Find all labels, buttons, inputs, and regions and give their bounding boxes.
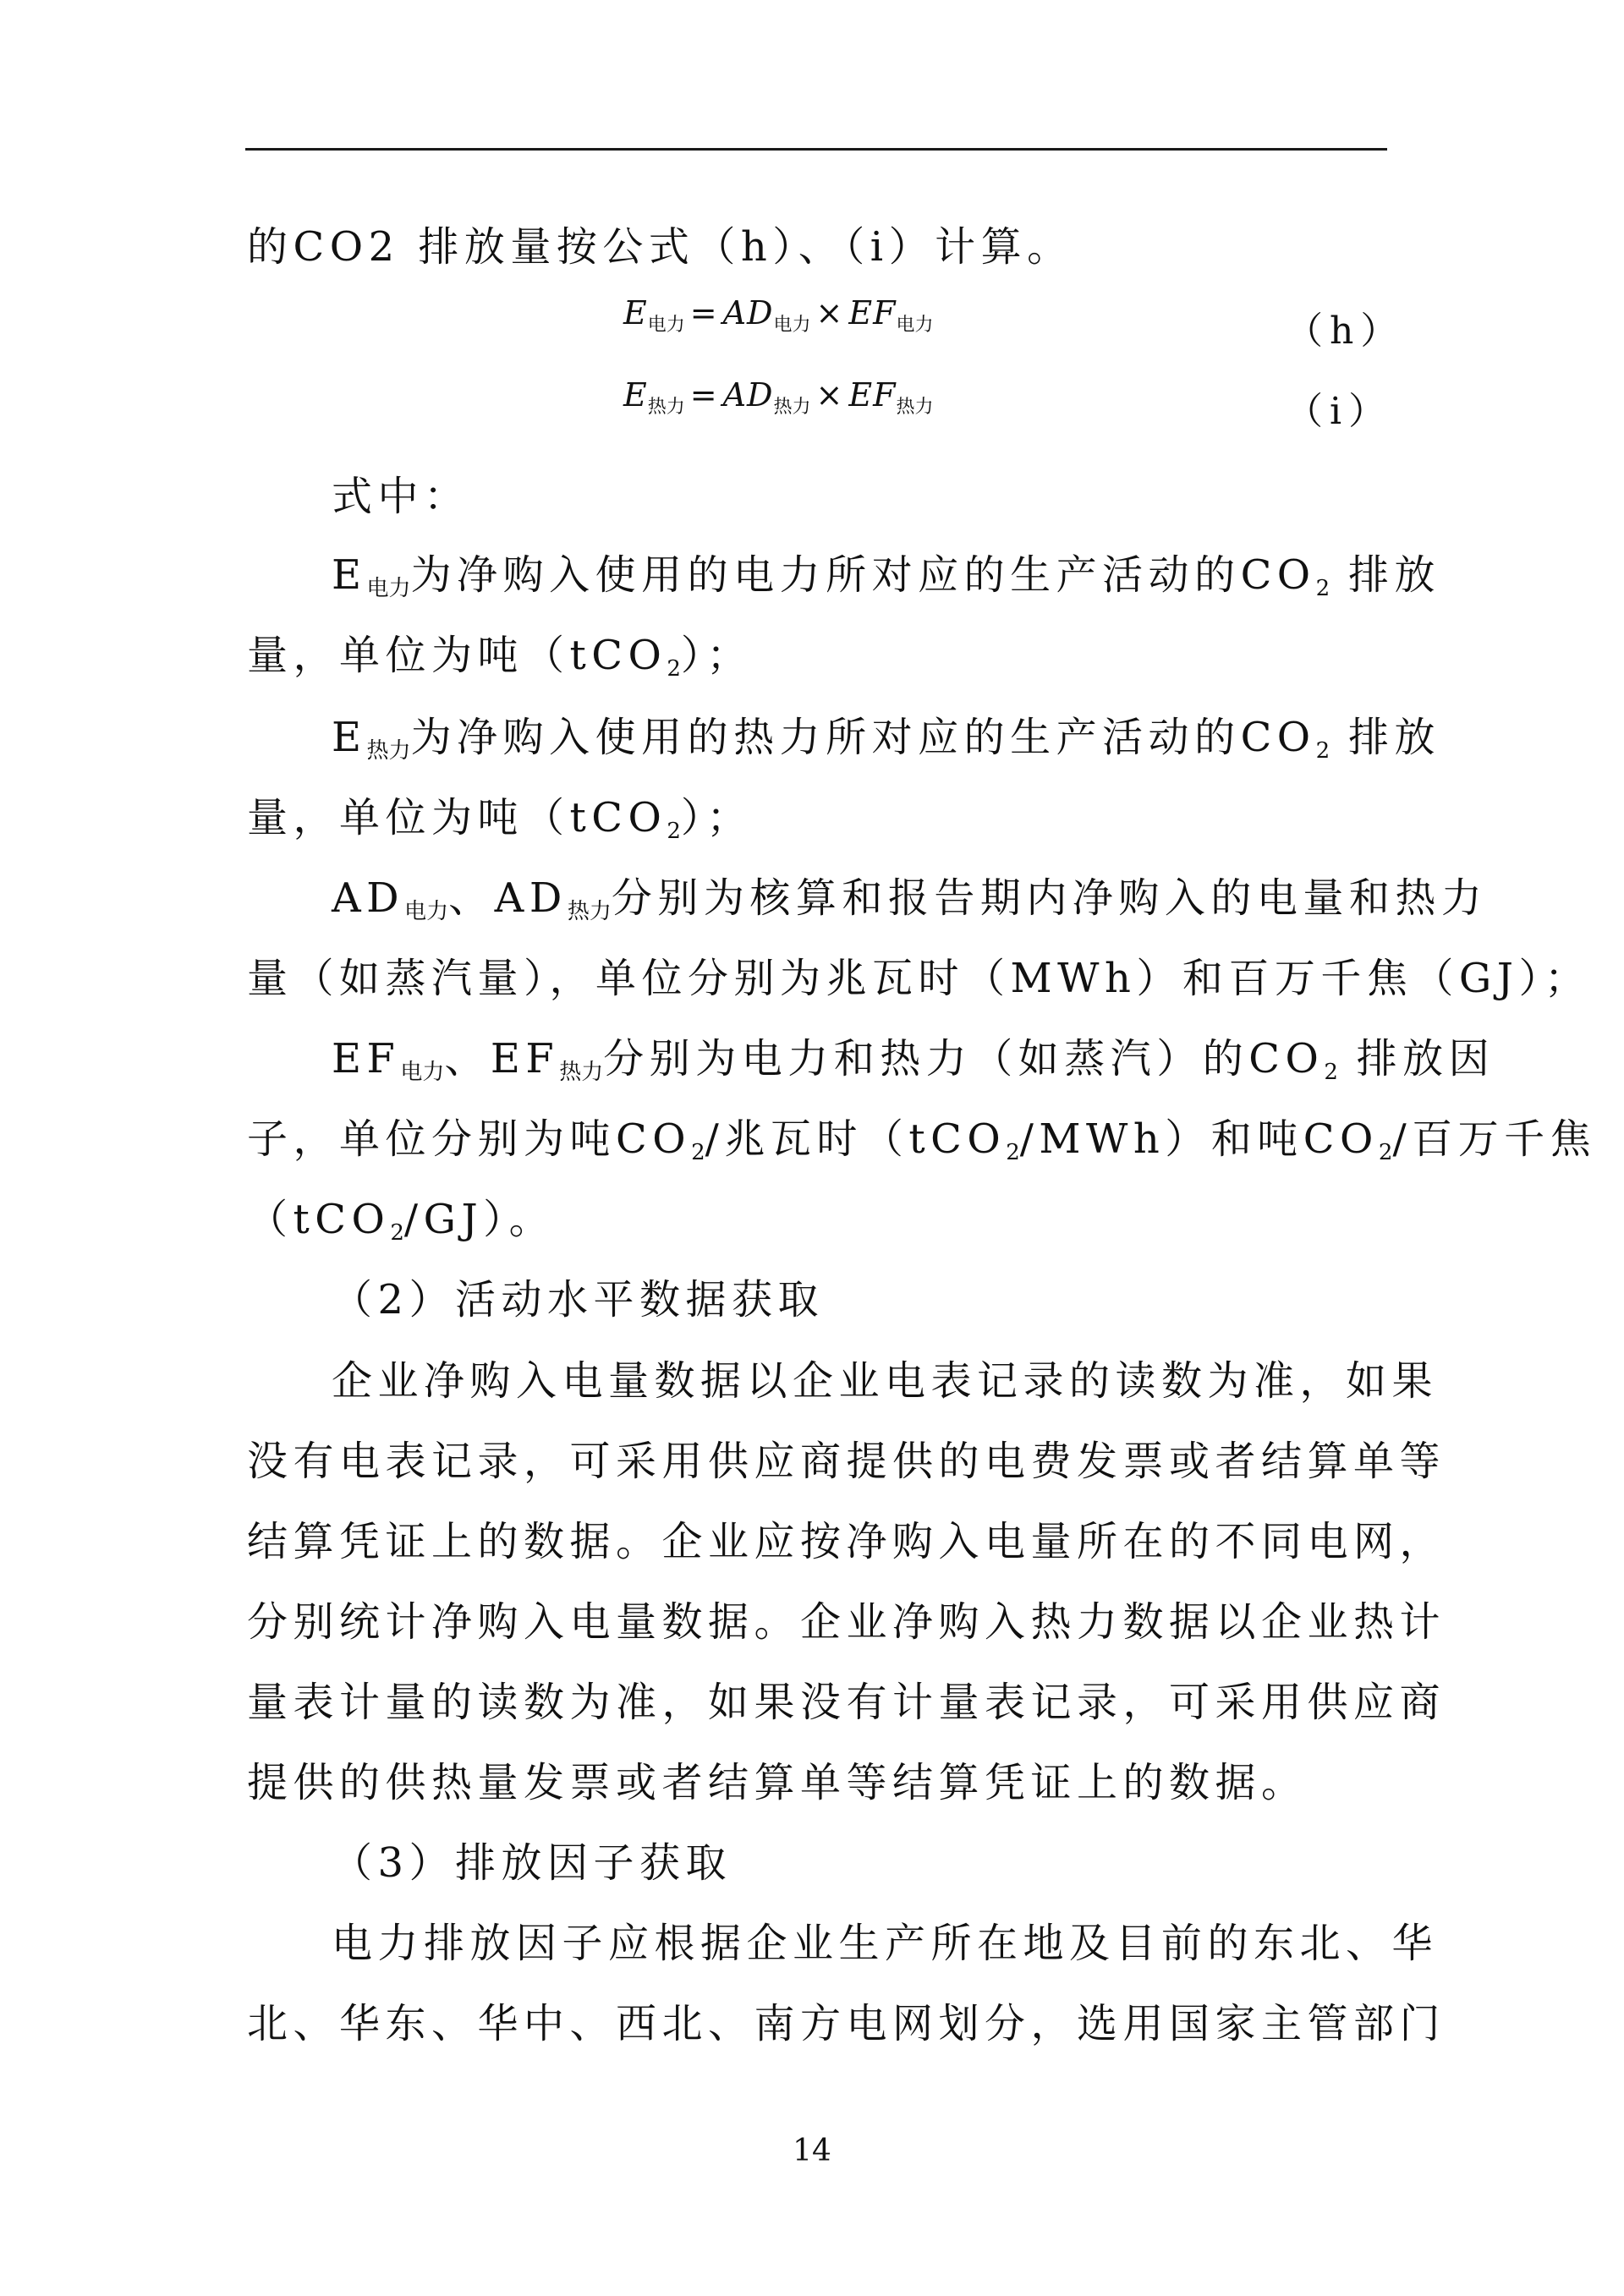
- definition-e-heat-cont: [247, 792, 753, 843]
- formula-h-times: ×: [815, 294, 844, 332]
- intro-line: [247, 222, 1073, 272]
- def-eh-sub: 热力: [366, 738, 411, 764]
- formula-i-equals: =: [689, 376, 718, 414]
- paragraph-line: 结算凭证上的数据。企业应按净购入电量所在的不同电网，: [247, 1518, 1446, 1565]
- paragraph-line: 没有电表记录，可采用供应商提供的电费发票或者结算单等: [247, 1438, 1446, 1485]
- formula-h-lhs: E: [623, 294, 648, 332]
- section-heading-activity-data: （2）活动水平数据获取: [332, 1276, 825, 1323]
- paragraph-line: 电力排放因子应根据企业生产所在地及目前的东北、华: [332, 1920, 1439, 1967]
- def-e-unit-tail: ）；: [680, 632, 753, 679]
- def-ef-sub2: 热力: [559, 1060, 604, 1085]
- formula-h: [623, 292, 934, 334]
- formula-i-ef-sub: 热力: [896, 397, 934, 418]
- def-ad-symbol2: 、AD: [448, 874, 568, 922]
- formula-i-lhs: E: [623, 376, 648, 414]
- definition-e-electricity: [332, 550, 1440, 600]
- def-ef-symbol: EF: [332, 1035, 401, 1082]
- paragraph-line: 分别统计净购入电量数据。企业净购入热力数据以企业热计: [247, 1598, 1446, 1646]
- formula-i-times: ×: [815, 376, 844, 414]
- def-ef-unit2-a: （tCO: [247, 1196, 391, 1243]
- page-number: 14: [793, 2134, 831, 2168]
- definition-e-heat: [332, 712, 1440, 763]
- def-e-text: 为净购入使用的电力所对应的生产活动的CO: [410, 551, 1316, 599]
- def-ef-unit-c: /MWh）和吨CO: [1019, 1115, 1379, 1163]
- paragraph-line: 量表计量的读数为准，如果没有计量表记录，可采用供应商: [247, 1679, 1446, 1726]
- definition-ef-cont2: [247, 1194, 555, 1245]
- def-ef-unit2-sub: 2: [390, 1220, 404, 1246]
- def-ef-unit-sub1: 2: [691, 1140, 705, 1165]
- def-eh-unit-sub: 2: [667, 819, 681, 844]
- def-ad-symbol: AD: [332, 874, 405, 922]
- def-ef-unit-b: /兆瓦时（tCO: [705, 1115, 1007, 1163]
- section-heading-emission-factor: （3）排放因子获取: [332, 1839, 732, 1887]
- paragraph-line: 企业净购入电量数据以企业电表记录的读数为准，如果: [332, 1357, 1439, 1405]
- def-ef-text: 分别为电力和热力（如蒸汽）的CO: [603, 1035, 1325, 1082]
- def-e-co2-sub: 2: [1315, 576, 1330, 601]
- formula-i-number: （i）: [1286, 390, 1393, 433]
- formula-h-ef: EF: [848, 294, 897, 332]
- formula-i-ef: EF: [848, 376, 897, 414]
- formula-h-ad: AD: [722, 294, 774, 332]
- paragraph-line: 提供的供热量发票或者结算单等结算凭证上的数据。: [247, 1759, 1308, 1806]
- def-eh-tail: 排放: [1330, 714, 1440, 761]
- def-e-tail: 排放: [1330, 551, 1440, 599]
- formula-i-ad: AD: [722, 376, 774, 414]
- definition-ef: [332, 1033, 1495, 1084]
- definition-ef-cont: [247, 1114, 1596, 1164]
- intro-text: 的CO2 排放量按公式（h）、（i）计算。: [247, 223, 1073, 271]
- definition-ad-cont: 量（如蒸汽量），单位分别为兆瓦时（MWh）和百万千焦（GJ）；: [247, 955, 1591, 1002]
- def-eh-unit-text: 量，单位为吨（tCO: [247, 794, 667, 841]
- formula-i: [623, 374, 934, 416]
- def-eh-co2-sub: 2: [1315, 738, 1330, 764]
- def-e-unit-sub: 2: [667, 656, 681, 682]
- def-ef-tail: 排放因: [1337, 1035, 1495, 1082]
- def-eh-symbol: E: [332, 714, 367, 761]
- def-ef-unit-sub2: 2: [1006, 1140, 1020, 1165]
- def-e-symbol: E: [332, 551, 367, 599]
- where-label: 式中：: [332, 473, 470, 520]
- header-rule: [245, 148, 1387, 151]
- formula-i-ad-sub: 热力: [773, 397, 811, 418]
- def-eh-text: 为净购入使用的热力所对应的生产活动的CO: [410, 714, 1316, 761]
- definition-ad: [332, 873, 1487, 923]
- def-ef-co2-sub: 2: [1324, 1060, 1338, 1085]
- def-eh-unit-tail: ）；: [680, 794, 753, 841]
- def-ad-text: 分别为核算和报告期内净购入的电量和热力: [611, 874, 1488, 922]
- paragraph-line: 北、华东、华中、西北、南方电网划分，选用国家主管部门: [247, 2000, 1446, 2047]
- formula-h-ad-sub: 电力: [773, 315, 811, 336]
- def-ef-unit-sub3: 2: [1378, 1140, 1393, 1165]
- def-ef-sub1: 电力: [400, 1060, 445, 1085]
- def-ef-unit-d: /百万千焦: [1392, 1115, 1597, 1163]
- def-ad-sub1: 电力: [404, 899, 449, 924]
- def-ad-sub2: 热力: [567, 899, 612, 924]
- def-ef-unit-a: 子，单位分别为吨CO: [247, 1115, 692, 1163]
- formula-h-lhs-sub: 电力: [647, 315, 685, 336]
- formula-h-number: （h）: [1286, 310, 1405, 353]
- formula-h-ef-sub: 电力: [896, 315, 934, 336]
- def-ef-symbol2: 、EF: [444, 1035, 560, 1082]
- def-ef-unit2-b: /GJ）。: [403, 1196, 556, 1243]
- formula-h-equals: =: [689, 294, 718, 332]
- def-e-sub: 电力: [366, 576, 411, 601]
- definition-e-electricity-cont: [247, 630, 753, 681]
- formula-i-lhs-sub: 热力: [647, 397, 685, 418]
- def-e-unit-text: 量，单位为吨（tCO: [247, 632, 667, 679]
